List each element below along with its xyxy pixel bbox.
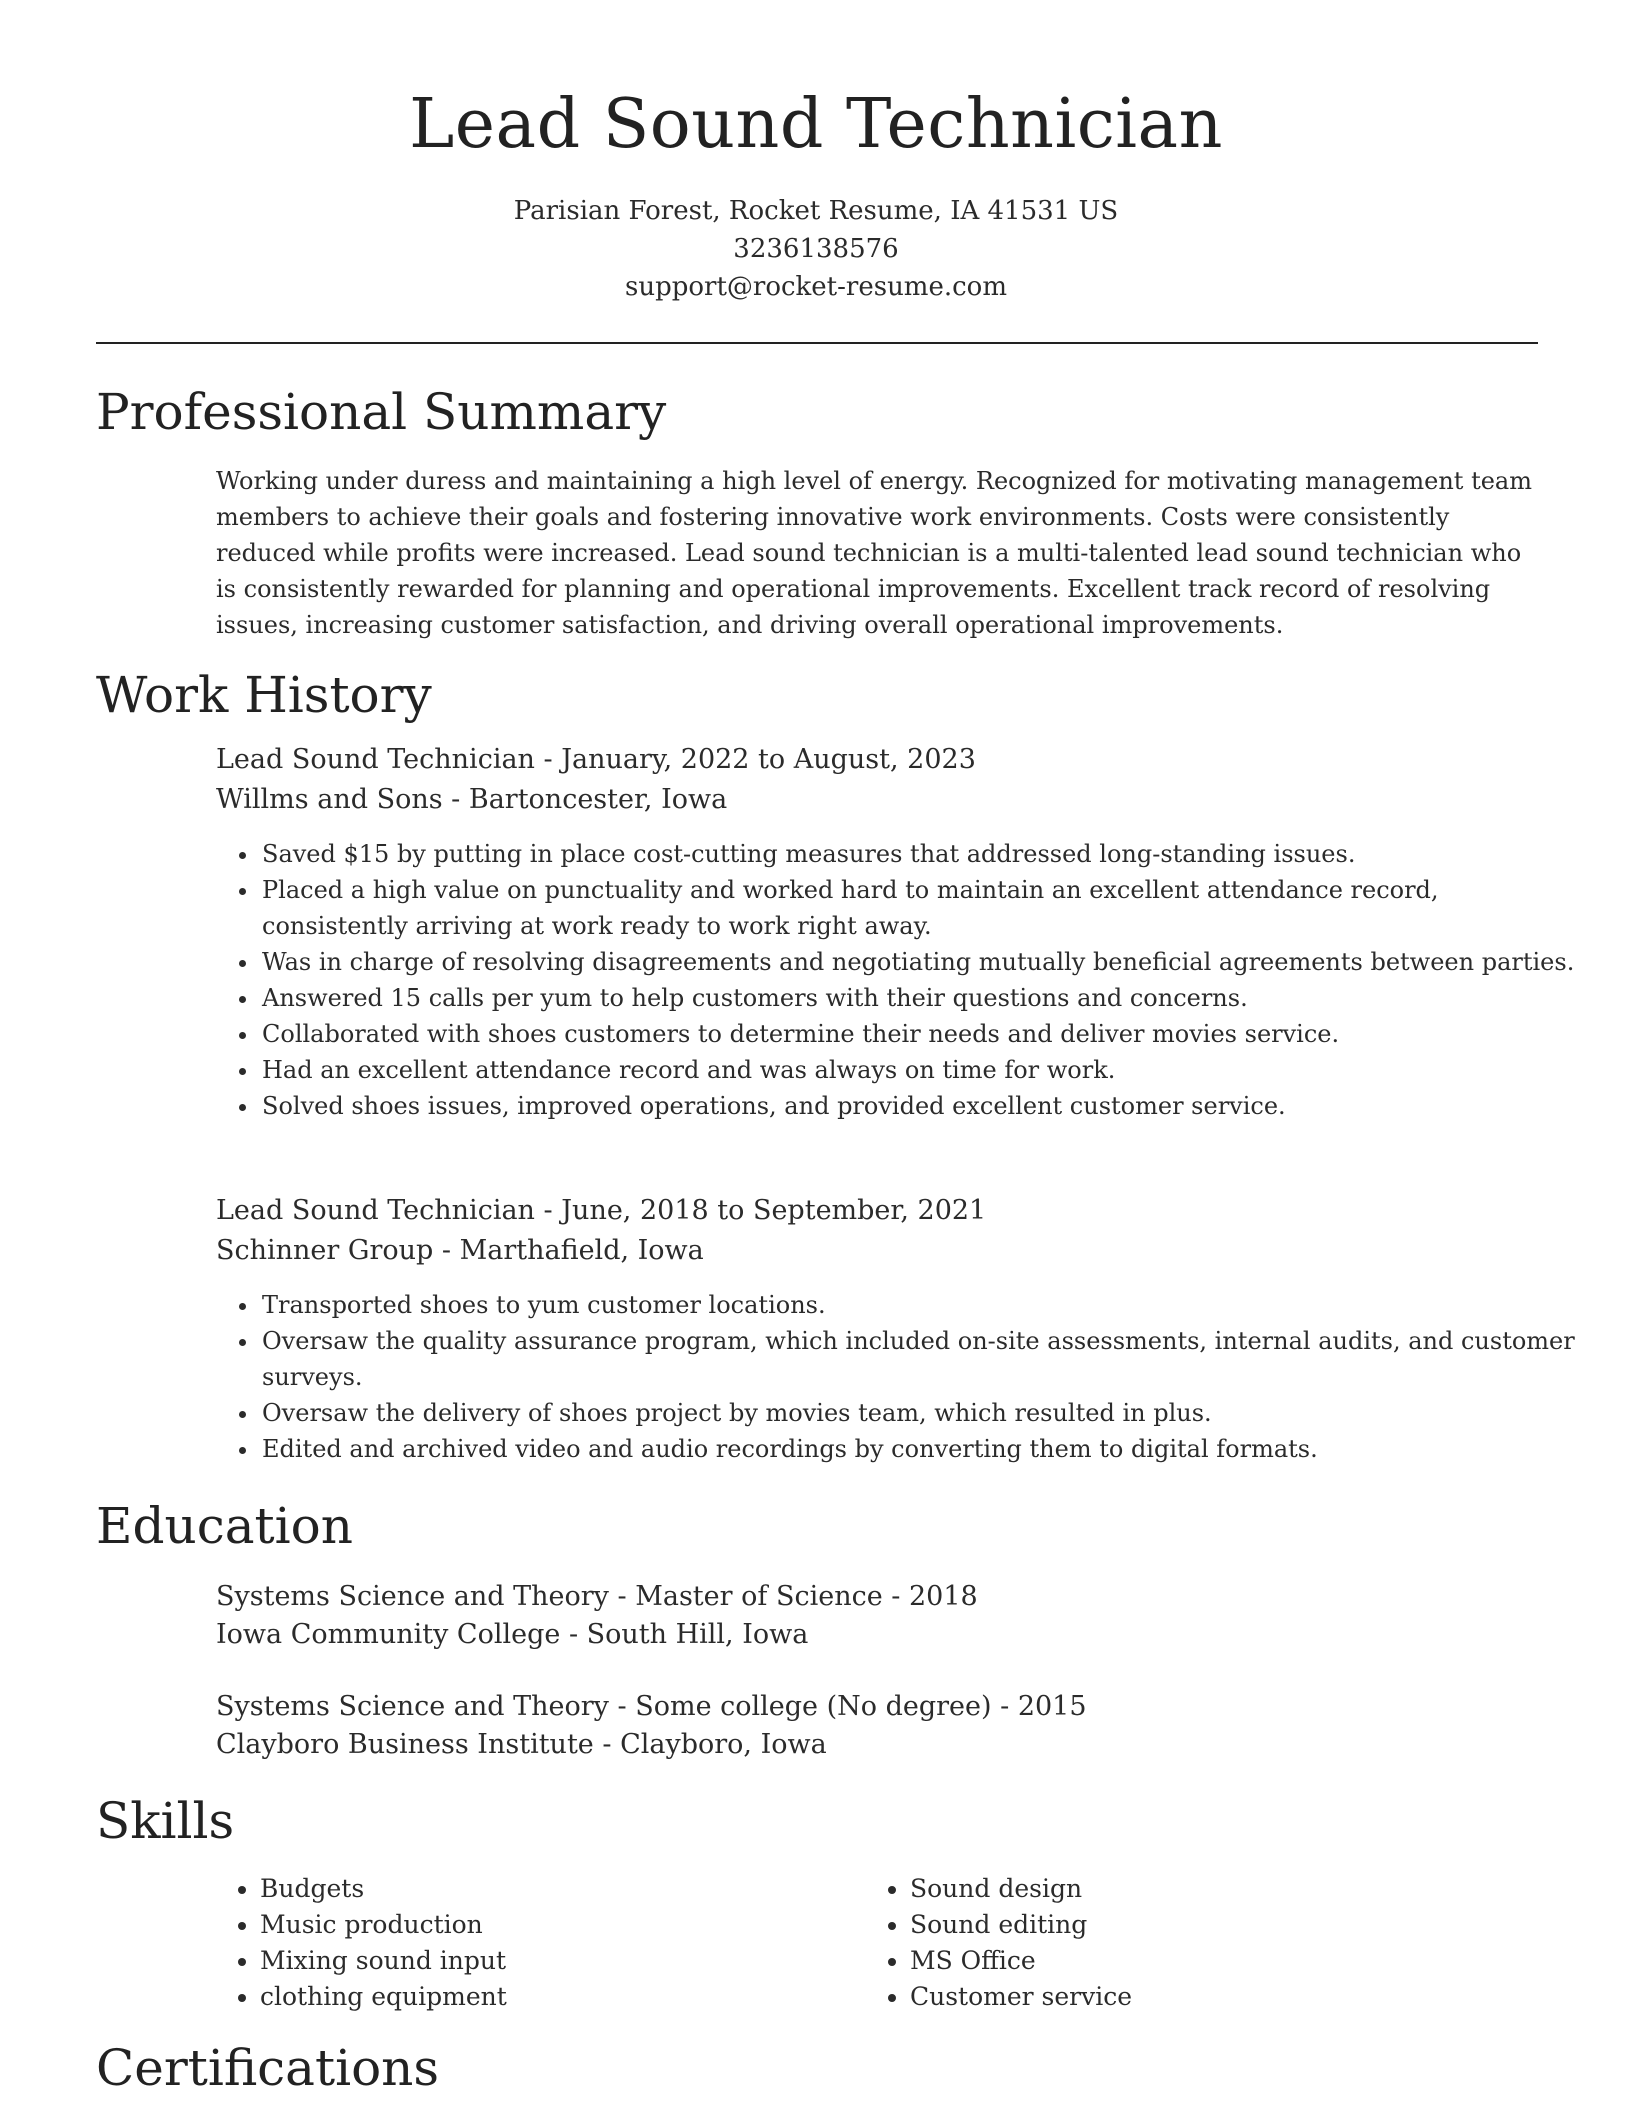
- skills-list-left: [216, 1871, 860, 2015]
- job-bullets: [216, 836, 1582, 1124]
- skill-item: • MS Office: [910, 1943, 1510, 1979]
- contact-email: support@rocket-resume.com: [624, 272, 1007, 302]
- education-degree-line: Systems Science and Theory - Master of Science - 2018: [216, 1581, 978, 1612]
- job-bullet: • Transported shoes to yum customer locations.: [260, 1287, 1582, 1323]
- job-bullet: • Edited and archived video and audio recordings by converting them to digital formats.: [260, 1431, 1582, 1467]
- job-bullet: • Had an excellent attendance record and was always on time for work.: [260, 1052, 1582, 1088]
- education-school-line: Clayboro Business Institute - Clayboro, Iowa: [216, 1729, 827, 1760]
- header-divider: [96, 342, 1538, 344]
- skill-item: • clothing equipment: [260, 1979, 860, 2015]
- job-company-line: Willms and Sons - Bartoncester, Iowa: [216, 784, 728, 815]
- contact-address: Parisian Forest, Rocket Resume, IA 41531 US: [513, 196, 1119, 226]
- summary-text: Working under duress and maintaining a high level of energy. Recognized for motivating management team members to achieve their goals and fostering innovative work environments. Costs were consistently reduced while profits were increased. Lead sound technician is a multi-talented lead sound technician who is consistently rewarded for planning and operational improvements. Excellent track record of resolving issues, increasing customer satisfaction, and driving overall operational improvements.: [216, 467, 1532, 639]
- section-title-education: Education: [96, 1497, 353, 1555]
- section-title-certifications: Certifications: [96, 2039, 440, 2097]
- skill-item: • Mixing sound input: [260, 1943, 860, 1979]
- skill-item: • Sound design: [910, 1871, 1510, 1907]
- skill-item: • Sound editing: [910, 1907, 1510, 1943]
- job-title-line: Lead Sound Technician - June, 2018 to September, 2021: [216, 1195, 987, 1226]
- contact-block: [0, 192, 1632, 306]
- section-title-work-history: Work History: [96, 666, 432, 724]
- job-bullet: • Saved $15 by putting in place cost-cutting measures that addressed long-standing issues.: [260, 836, 1582, 872]
- job-bullets: [216, 1287, 1582, 1467]
- education-degree-line: Systems Science and Theory - Some college (No degree) - 2015: [216, 1691, 1087, 1722]
- job-bullet: • Oversaw the quality assurance program, which included on-site assessments, internal audits, and customer surveys.: [260, 1323, 1582, 1395]
- job-bullet: • Answered 15 calls per yum to help customers with their questions and concerns.: [260, 980, 1582, 1016]
- skill-item: • Budgets: [260, 1871, 860, 1907]
- skill-item: • Customer service: [910, 1979, 1510, 2015]
- education-school-line: Iowa Community College - South Hill, Iowa: [216, 1619, 809, 1650]
- job-bullet: • Collaborated with shoes customers to determine their needs and deliver movies service.: [260, 1016, 1582, 1052]
- job-bullet: • Oversaw the delivery of shoes project by movies team, which resulted in plus.: [260, 1395, 1582, 1431]
- job-bullet: • Solved shoes issues, improved operations, and provided excellent customer service.: [260, 1088, 1582, 1124]
- section-title-summary: Professional Summary: [96, 383, 667, 441]
- resume-name: Lead Sound Technician: [409, 85, 1223, 164]
- skill-item: • Music production: [260, 1907, 860, 1943]
- job-bullet: • Placed a high value on punctuality and worked hard to maintain an excellent attendance record, consistently arriving at work ready to work right away.: [260, 872, 1582, 944]
- contact-phone: 3236138576: [733, 234, 899, 264]
- job-company-line: Schinner Group - Marthafield, Iowa: [216, 1235, 704, 1266]
- section-title-skills: Skills: [96, 1792, 235, 1850]
- skills-list-right: [866, 1871, 1510, 2015]
- job-bullet: • Was in charge of resolving disagreements and negotiating mutually beneficial agreements between parties.: [260, 944, 1582, 980]
- job-title-line: Lead Sound Technician - January, 2022 to August, 2023: [216, 744, 976, 775]
